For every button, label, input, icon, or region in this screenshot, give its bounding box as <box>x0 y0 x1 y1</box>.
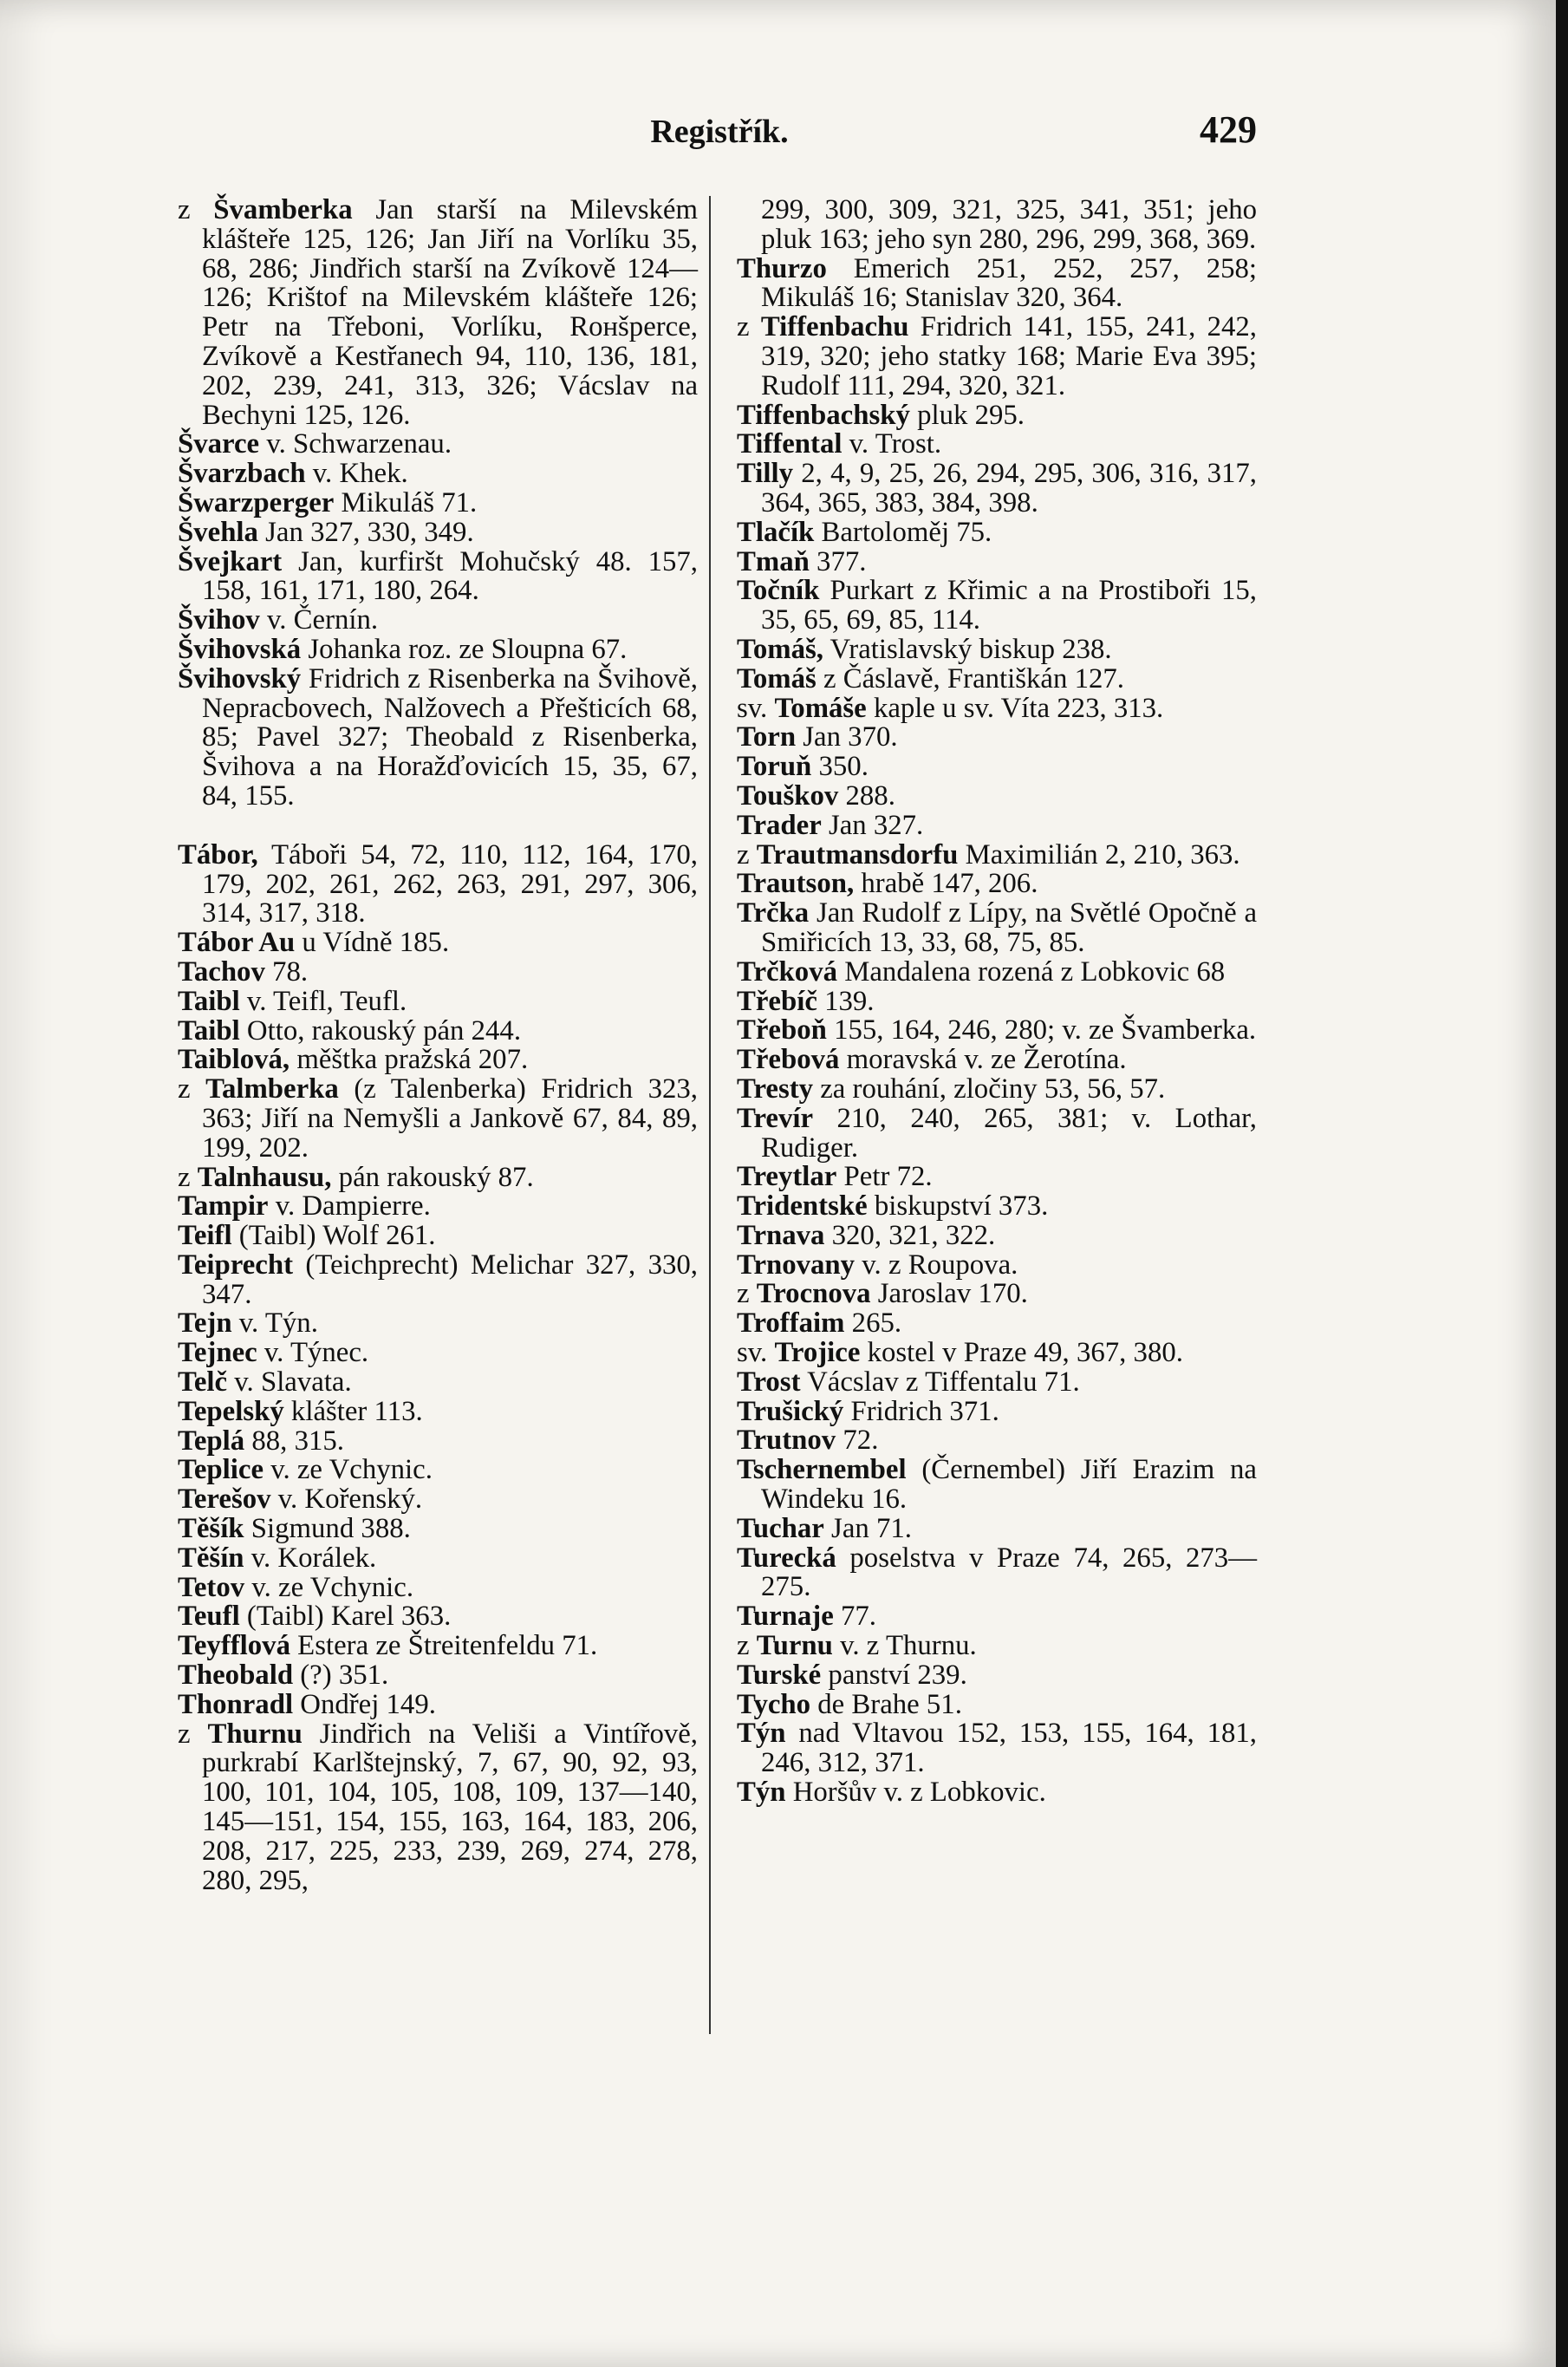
entry-text: poselstva v Praze 74, 265, 273—275. <box>761 1542 1257 1603</box>
entry-headword: Tejn <box>178 1307 232 1340</box>
entry-headword: Turecká <box>737 1542 836 1574</box>
entry-text: z Čáslavě, Františkán 127. <box>816 662 1124 694</box>
entry-headword: Švehla <box>178 516 258 548</box>
entry-headword: Toruň <box>737 751 812 783</box>
entry-headword: Trader <box>737 809 822 841</box>
entry-headword: Těšík <box>178 1513 244 1545</box>
index-entry <box>737 1046 1257 1075</box>
entry-headword: Turnu <box>756 1630 833 1662</box>
index-entry <box>178 1395 698 1427</box>
entry-headword: Telč <box>178 1366 228 1399</box>
index-entry <box>737 723 1257 753</box>
index-entry <box>737 1426 1257 1456</box>
entry-prefix: z <box>737 1630 757 1662</box>
entry-text: v. Kořenský. <box>270 1483 423 1516</box>
entry-text: Otto, rakouský pán 244. <box>239 1014 522 1047</box>
entry-headword: Tepelský <box>178 1395 284 1427</box>
entry-headword: Točník <box>737 575 820 607</box>
entry-text: 78. <box>264 955 309 988</box>
entry-text: Jan, kurfiršt Mohučský 48. 157, 158, 161, 171, 180, 264. <box>202 545 698 607</box>
entry-headword: Terešov <box>178 1483 271 1516</box>
entry-text: v. z Roupova. <box>855 1249 1018 1281</box>
entry-headword: Trojice <box>774 1337 861 1369</box>
index-entry <box>737 430 1257 460</box>
entry-prefix: z <box>178 1161 198 1193</box>
index-entry <box>737 955 1257 988</box>
index-entry <box>737 1719 1257 1778</box>
entry-text: kostel v Praze 49, 367, 380. <box>860 1337 1183 1369</box>
entry-headword: Thonradl <box>178 1688 294 1720</box>
entry-headword: Šwarzperger <box>178 486 335 518</box>
entry-headword: Tampir <box>178 1190 269 1223</box>
index-entry <box>178 486 698 518</box>
index-entry <box>178 1339 698 1368</box>
entry-text: v. Slavata. <box>227 1366 352 1399</box>
index-entry <box>178 1075 698 1163</box>
entry-headword: Trčka <box>737 897 810 929</box>
entry-text: Purkart z Křimic a na Prostiboři 15, 35, 65, 69, 85, 114. <box>761 575 1257 636</box>
entry-text: Jaroslav 170. <box>870 1278 1028 1310</box>
entry-text: (?) 351. <box>293 1660 389 1692</box>
entry-text: de Brahe 51. <box>810 1688 962 1720</box>
index-entry <box>737 313 1257 401</box>
entry-headword: Tlačík <box>737 516 815 548</box>
right-index-column <box>737 196 1257 1808</box>
index-entry <box>178 1368 698 1398</box>
index-entry <box>737 870 1257 899</box>
index-entry <box>178 606 698 636</box>
entry-text: pán rakouský 87. <box>331 1161 534 1193</box>
index-entry <box>737 1778 1257 1808</box>
entry-headword: Tiffental <box>737 428 843 460</box>
entry-text: Vácslav z Tiffentalu 71. <box>800 1366 1080 1398</box>
entry-headword: Tomáše <box>774 692 867 724</box>
index-entry <box>737 633 1257 665</box>
entry-headword: Thurzo <box>737 252 827 284</box>
entry-text: (z Talenberka) Fridrich 323, 363; Jiří na Nemyšli a Jankově 67, 84, 89, 199, 202. <box>202 1073 698 1164</box>
entry-headword: Švejkart <box>178 545 283 577</box>
entry-headword: Tuchar <box>737 1512 824 1544</box>
index-entry <box>178 1661 698 1691</box>
entry-headword: Švarce <box>178 428 260 460</box>
entry-headword: Tresty <box>737 1073 814 1105</box>
entry-text: v. Korálek. <box>244 1542 377 1574</box>
index-entry <box>737 518 1257 548</box>
entry-headword: Talmberka <box>205 1073 339 1105</box>
index-entry <box>737 1368 1257 1398</box>
entry-headword: Tetov <box>178 1571 245 1603</box>
entry-headword: Týn <box>737 1777 786 1809</box>
entry-headword: Švihovská <box>178 633 302 665</box>
entry-text: 377. <box>809 545 867 577</box>
entry-headword: Teyfflová <box>178 1630 290 1662</box>
index-entry <box>737 1544 1257 1603</box>
entry-headword: Tachov <box>178 955 265 988</box>
index-entry <box>178 838 698 929</box>
entry-prefix: z <box>737 1278 757 1310</box>
index-entry <box>178 1309 698 1339</box>
entry-headword: Trost <box>737 1366 801 1398</box>
index-entry <box>737 809 1257 841</box>
index-entry <box>178 1688 698 1720</box>
entry-text: v. Teifl, Teufl. <box>239 985 407 1017</box>
entry-text: hrabě 147, 206. <box>854 868 1038 900</box>
entry-text: v. Týnec. <box>257 1337 369 1369</box>
entry-text: Jan Rudolf z Lípy, na Světlé Opočně a Smiřicích 13, 33, 68, 75, 85. <box>761 897 1257 958</box>
entry-headword: Trevír <box>737 1102 814 1134</box>
entry-prefix: z <box>737 311 761 343</box>
left-index-column <box>178 196 698 1895</box>
entry-headword: Teufl <box>178 1601 240 1633</box>
entry-text: Mikuláš 71. <box>334 486 478 518</box>
index-entry <box>178 1720 698 1896</box>
entry-headword: Týn <box>737 1718 786 1750</box>
index-entry <box>178 1456 698 1485</box>
entry-text: Táboři 54, 72, 110, 112, 164, 170, 179, 202, 261, 262, 263, 291, 297, 306, 314, 317, 318. <box>202 838 698 929</box>
index-entry <box>737 1688 1257 1720</box>
entry-headword: Těšín <box>178 1542 244 1574</box>
entry-text: Maximilián 2, 210, 363. <box>958 838 1240 871</box>
index-entry <box>737 1602 1257 1632</box>
index-entry <box>178 460 698 489</box>
index-entry <box>737 196 1257 255</box>
entry-text: 320, 321, 322. <box>824 1219 996 1251</box>
entry-headword: Tomáš, <box>737 633 823 665</box>
entry-text: 77. <box>833 1601 876 1633</box>
entry-headword: Tejnec <box>178 1337 257 1369</box>
entry-headword: Tschernembel <box>737 1454 907 1486</box>
index-entry <box>737 779 1257 812</box>
index-entry <box>178 518 698 548</box>
entry-text: klášter 113. <box>283 1395 423 1427</box>
entry-text: v. z Thurnu. <box>832 1630 977 1662</box>
entry-text: Estera ze Štreitenfeldu 71. <box>290 1630 598 1662</box>
entry-text: Emerich 251, 252, 257, 258; Mikuláš 16; Stanislav 320, 364. <box>761 252 1257 314</box>
index-entry <box>178 955 698 988</box>
entry-text: pluk 295. <box>909 399 1025 431</box>
entry-headword: Troffaim <box>737 1307 845 1340</box>
entry-text: 88, 315. <box>244 1425 344 1457</box>
index-entry <box>737 1395 1257 1427</box>
entry-text: Fridrich z Risenberka na Švihově, Nepracbovech, Nalžovech a Přešticích 68, 85; Pavel 327; Theobald z Risenberka, Švihova a na Horažďovicích 15, 35, 67, 84, 155. <box>202 662 698 812</box>
entry-text: za rouhání, zločiny 53, 56, 57. <box>813 1073 1166 1105</box>
entry-text: Vratislavský biskup 238. <box>823 633 1112 665</box>
index-entry <box>737 252 1257 314</box>
entry-text: (Teichprecht) Melichar 327, 330, 347. <box>202 1249 698 1310</box>
entry-headword: Turnaje <box>737 1601 834 1633</box>
entry-headword: Taibl <box>178 1014 240 1047</box>
index-entry <box>737 577 1257 636</box>
entry-text: měštka pražská 207. <box>290 1044 529 1076</box>
entry-text: Fridrich 141, 155, 241, 242, 319, 320; jeho statky 168; Marie Eva 395; Rudolf 111, 294, 320, 321. <box>761 311 1257 401</box>
index-entry <box>178 985 698 1017</box>
entry-text: (Taibl) Karel 363. <box>239 1601 452 1633</box>
index-entry <box>178 662 698 812</box>
index-entry <box>178 1161 698 1193</box>
entry-headword: Tilly <box>737 458 794 490</box>
index-entry <box>737 838 1257 871</box>
entry-headword: Teifl <box>178 1220 232 1252</box>
entry-headword: Teiprecht <box>178 1249 294 1281</box>
index-entry <box>737 1219 1257 1251</box>
entry-headword: Torn <box>737 721 797 753</box>
entry-headword: Treytlar <box>737 1161 837 1193</box>
entry-headword: Trčková <box>737 955 837 988</box>
entry-headword: Švarzbach <box>178 458 306 490</box>
entry-text: kaple u sv. Víta 223, 313. <box>866 692 1164 724</box>
entry-text: biskupství 373. <box>867 1190 1049 1223</box>
entry-headword: Trušický <box>737 1395 844 1427</box>
entry-headword: Taibl <box>178 985 240 1017</box>
entry-headword: Švamberka <box>213 194 353 225</box>
entry-headword: Touškov <box>737 779 839 812</box>
entry-text: Jan starší na Milevském klášteře 125, 126; Jan Jiří na Vorlíku 35, 68, 286; Jindřich starší na Zvíkově 124—126; Krištof na Milevském klášteře 126; Petr na Třeboni, Vorlíku, Rонšperce, Zvíkově a Kestřanech 94, 110, 136, 181, 202, 239, 241, 313, 326; Vácslav na Bechyni 125, 126. <box>202 194 698 431</box>
entry-text: Bartoloměj 75. <box>814 516 992 548</box>
index-entry <box>737 899 1257 958</box>
index-entry <box>737 1280 1257 1309</box>
entry-headword: Třebová <box>737 1044 840 1076</box>
entry-text: panství 239. <box>821 1659 967 1691</box>
index-entry <box>178 196 698 430</box>
entry-text: v. Schwarzenau. <box>259 428 452 460</box>
entry-headword: Talnhausu, <box>197 1161 332 1193</box>
index-entry <box>178 1571 698 1603</box>
entry-headword: Trautson, <box>737 868 855 900</box>
entry-text: Jindřich na Veliši a Vintířově, purkrabí Karlštejnský, 7, 67, 90, 92, 93, 100, 101, 104, 105, 108, 109, 137—140, 145—151, 154, 155, 163, 164, 183, 206, 208, 217, 225, 233, 239, 269, 274, 278, 280, 295, <box>202 1718 698 1896</box>
entry-text: v. ze Vchynic. <box>244 1571 414 1603</box>
entry-text: (Černembel) Jiří Erazim na Windeku 16. <box>761 1454 1257 1516</box>
entry-headword: Tiffenbachský <box>737 399 910 431</box>
entry-headword: Třeboň <box>737 1014 827 1047</box>
entry-text: v. ze Vchynic. <box>264 1454 433 1486</box>
index-entry <box>737 985 1257 1017</box>
entry-headword: Teplá <box>178 1425 245 1457</box>
index-entry <box>737 1456 1257 1515</box>
index-entry <box>178 1046 698 1075</box>
index-entry <box>737 662 1257 694</box>
index-entry <box>178 1485 698 1515</box>
index-entry <box>178 1222 698 1251</box>
entry-headword: Teplice <box>178 1454 264 1486</box>
index-entry <box>737 1192 1257 1222</box>
entry-headword: Tycho <box>737 1688 811 1720</box>
entry-prefix: sv. <box>737 692 775 724</box>
entry-text: v. Dampierre. <box>268 1190 431 1223</box>
entry-headword: Tábor Au <box>178 927 296 959</box>
index-entry <box>737 1339 1257 1368</box>
index-entry <box>737 1512 1257 1544</box>
entry-text: nad Vltavou 152, 153, 155, 164, 181, 246, 312, 371. <box>761 1718 1257 1779</box>
running-head: Registřík. <box>650 114 789 150</box>
entry-headword: Tmaň <box>737 545 810 577</box>
index-entry <box>178 633 698 665</box>
entry-text: 139. <box>817 985 875 1017</box>
entry-headword: Taiblová, <box>178 1044 290 1076</box>
entry-text: moravská v. ze Žerotína. <box>839 1044 1127 1076</box>
entry-headword: Thurnu <box>207 1718 303 1750</box>
index-entry <box>737 694 1257 724</box>
entry-text: 72. <box>836 1425 879 1457</box>
column-divider <box>709 196 711 2034</box>
entry-prefix: z <box>178 1718 208 1750</box>
index-entry <box>178 1602 698 1632</box>
entry-text: Jan 71. <box>823 1512 912 1544</box>
page-header <box>182 108 1257 165</box>
entry-prefix: z <box>178 1073 206 1105</box>
entry-headword: Theobald <box>178 1660 294 1692</box>
index-entry <box>178 1544 698 1574</box>
entry-headword: Turské <box>737 1659 822 1691</box>
entry-text: v. Černín. <box>259 604 379 636</box>
entry-text: u Vídně 185. <box>295 927 450 959</box>
entry-headword: Trnovany <box>737 1249 856 1281</box>
entry-text: 265. <box>844 1307 902 1340</box>
entry-text: Mandalena rozená z Lobkovic 68 <box>837 955 1226 988</box>
entry-text: Sigmund 388. <box>244 1513 411 1545</box>
entry-text: Horšův v. z Lobkovic. <box>785 1777 1046 1809</box>
entry-headword: Trocnova <box>756 1278 871 1310</box>
entry-headword: Tridentské <box>737 1190 868 1223</box>
entry-headword: Švihovský <box>178 662 302 694</box>
index-entry <box>737 1016 1257 1046</box>
index-entry <box>178 1014 698 1047</box>
entry-text: Petr 72. <box>836 1161 933 1193</box>
entry-text: Fridrich 371. <box>843 1395 999 1427</box>
entry-prefix: z <box>737 838 757 871</box>
index-entry <box>737 1632 1257 1661</box>
entry-headword: Švihov <box>178 604 260 636</box>
index-entry <box>737 460 1257 518</box>
index-entry <box>178 1632 698 1661</box>
index-entry <box>737 1309 1257 1339</box>
page-number: 429 <box>1200 108 1257 151</box>
index-entry <box>737 401 1257 431</box>
index-entry <box>737 1102 1257 1164</box>
entry-text: v. Khek. <box>305 458 408 490</box>
index-entry <box>737 1075 1257 1105</box>
index-entry <box>178 1251 698 1310</box>
index-entry <box>737 545 1257 577</box>
entry-headword: Tiffenbachu <box>760 311 909 343</box>
entry-text: Jan 370. <box>796 721 898 753</box>
entry-text: 299, 300, 309, 321, 325, 341, 351; jeho pluk 163; jeho syn 280, 296, 299, 368, 369. <box>761 194 1257 255</box>
entry-headword: Tomáš <box>737 662 817 694</box>
index-entry <box>737 753 1257 782</box>
index-entry <box>178 1427 698 1457</box>
entry-prefix: sv. <box>737 1337 775 1369</box>
entry-headword: Tábor, <box>178 838 258 871</box>
entry-headword: Trautmansdorfu <box>756 838 959 871</box>
entry-prefix: z <box>178 194 214 225</box>
index-entry <box>737 1251 1257 1281</box>
entry-text: Ondřej 149. <box>293 1688 436 1720</box>
index-entry <box>737 1163 1257 1192</box>
index-entry <box>178 1515 698 1544</box>
index-entry <box>178 929 698 958</box>
entry-headword: Trnava <box>737 1219 825 1251</box>
entry-text: 288. <box>838 779 895 812</box>
entry-headword: Třebíč <box>737 985 817 1017</box>
index-entry <box>178 1192 698 1222</box>
entry-text: 350. <box>811 751 869 783</box>
index-entry <box>737 1661 1257 1691</box>
entry-text: (Taibl) Wolf 261. <box>231 1220 436 1252</box>
entry-text: v. Týn. <box>231 1307 318 1340</box>
entry-text: 2, 4, 9, 25, 26, 294, 295, 306, 316, 317, 364, 365, 383, 384, 398. <box>761 458 1257 518</box>
entry-text: 210, 240, 265, 381; v. Lothar, Rudiger. <box>761 1102 1257 1164</box>
entry-text: Johanka roz. ze Sloupna 67. <box>301 633 628 665</box>
entry-headword: Trutnov <box>737 1425 836 1457</box>
index-entry <box>178 430 698 460</box>
index-entry <box>178 545 698 607</box>
entry-text: 155, 164, 246, 280; v. ze Švamberka. <box>826 1014 1257 1047</box>
entry-text: v. Trost. <box>842 428 942 460</box>
entry-text: Jan 327. <box>821 809 924 841</box>
entry-text: Jan 327, 330, 349. <box>257 516 474 548</box>
